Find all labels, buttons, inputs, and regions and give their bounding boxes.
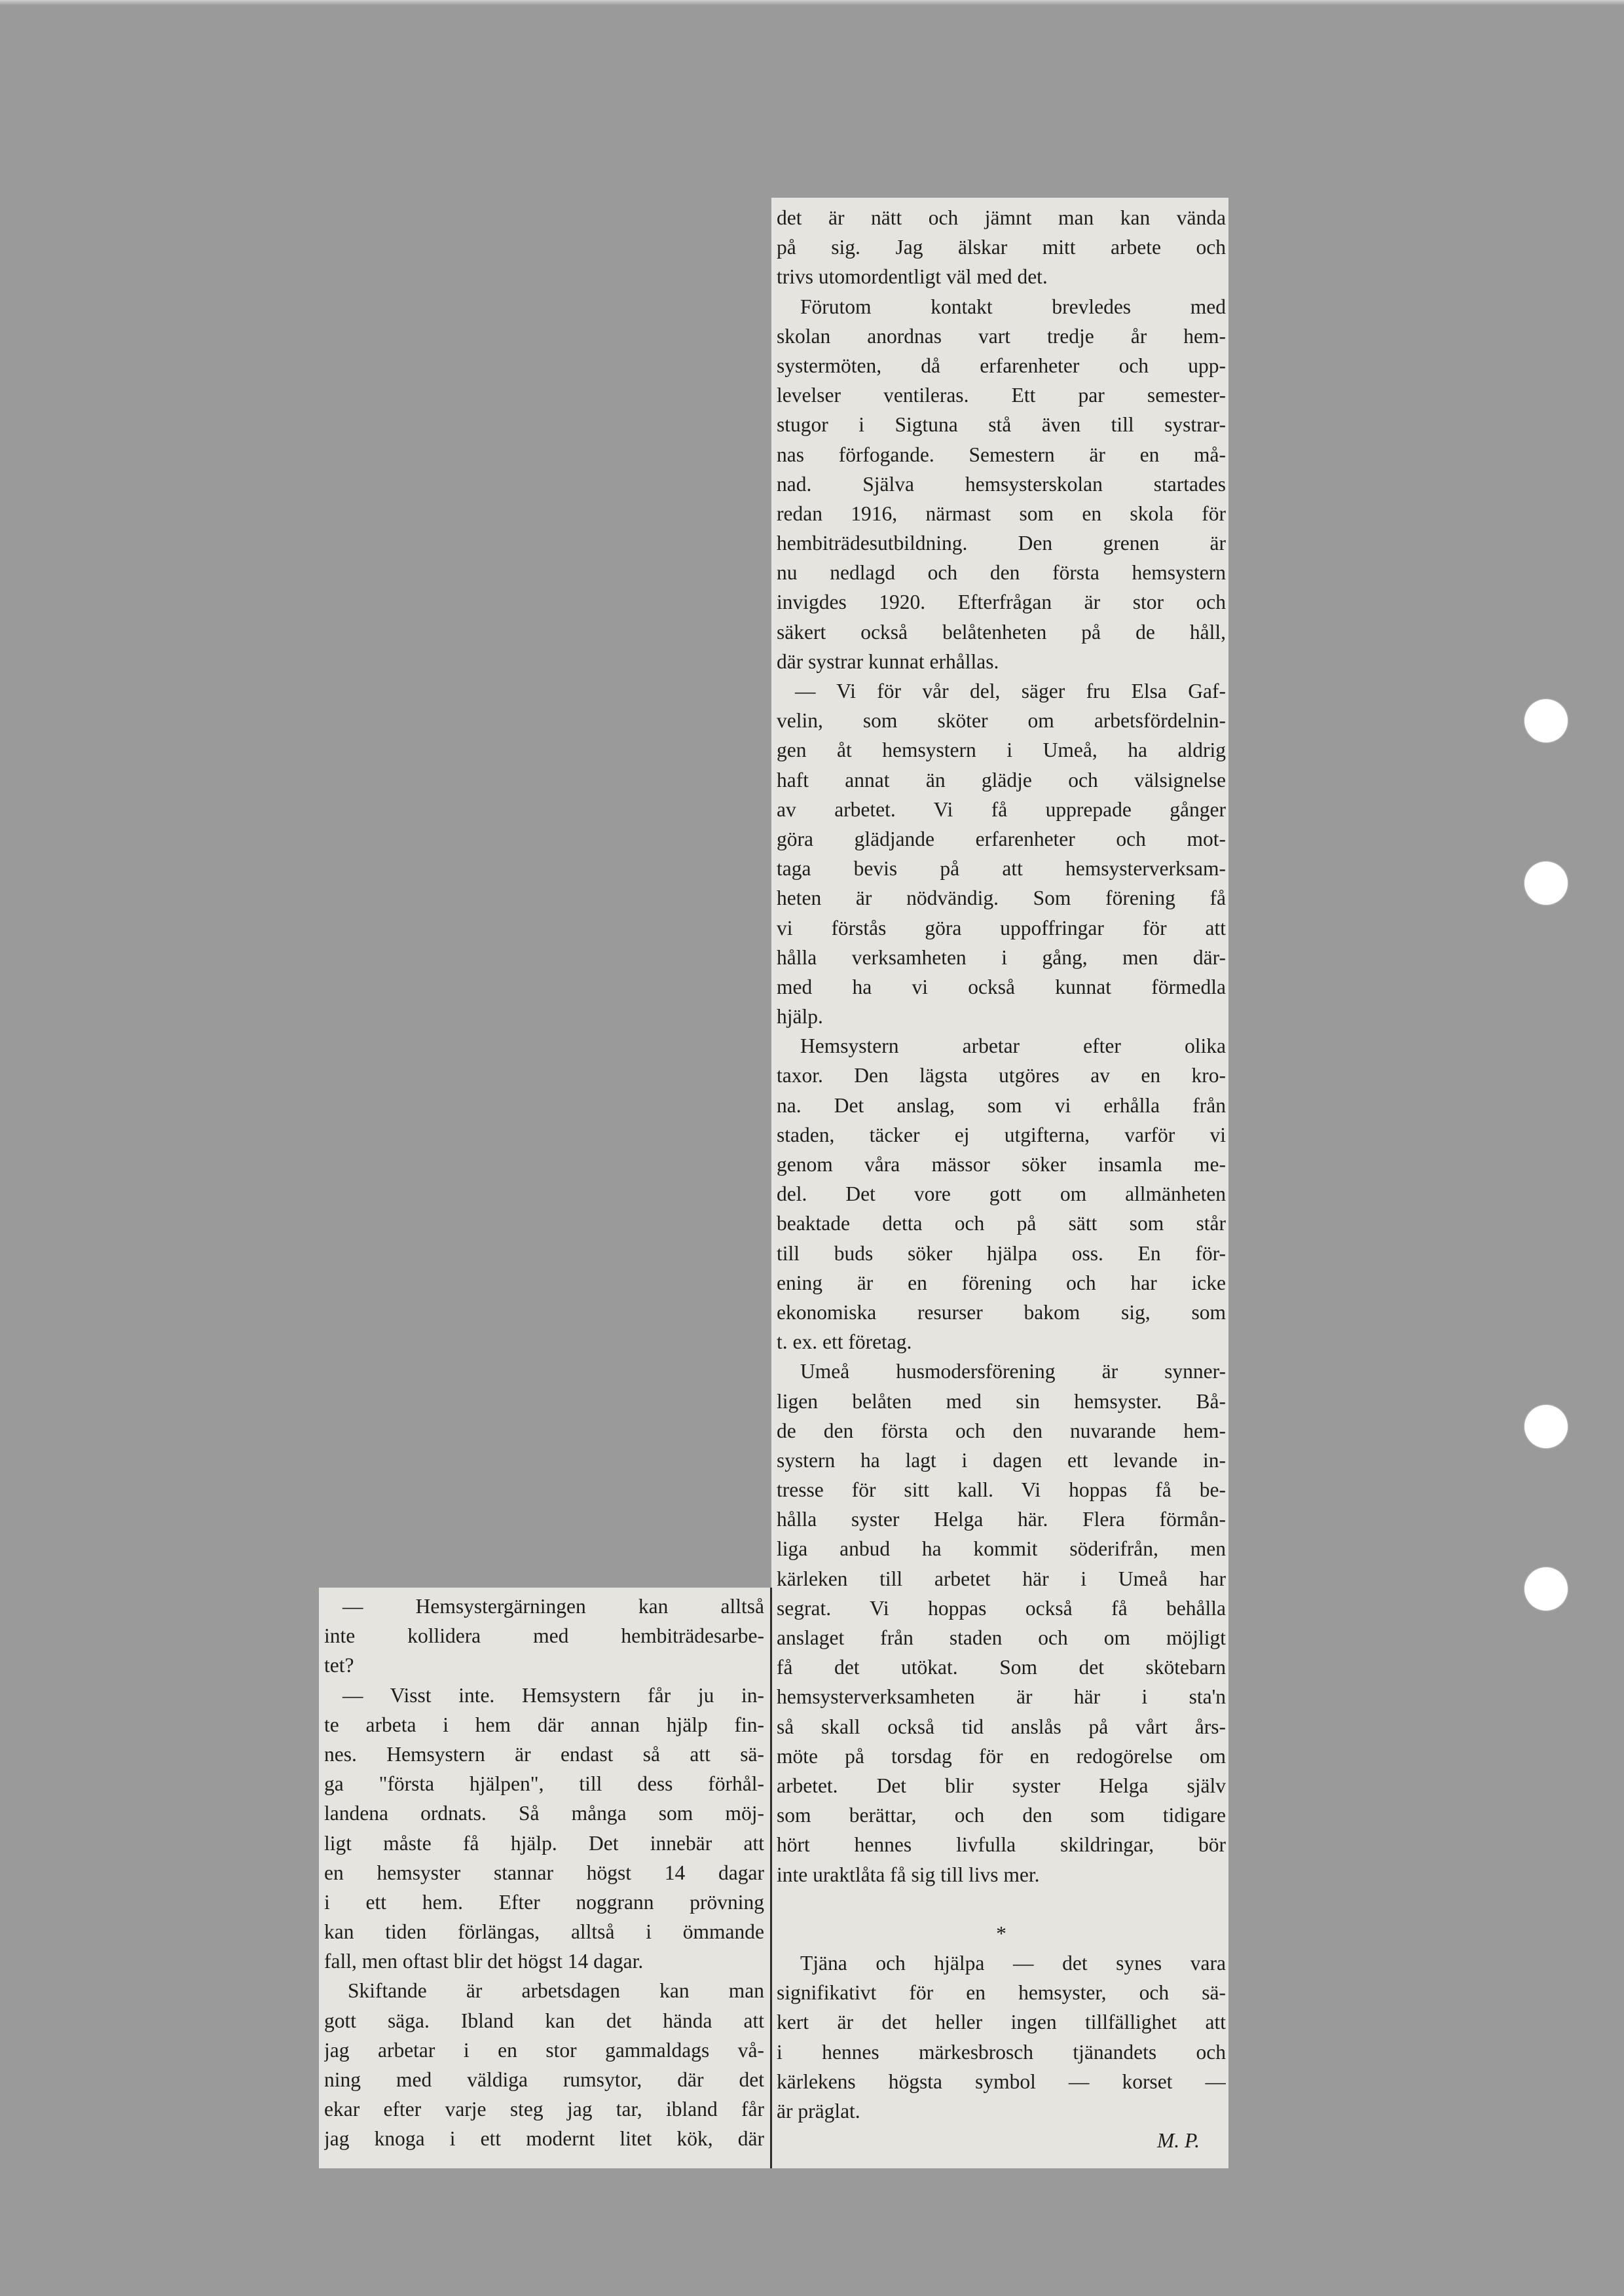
text-line: på sig. Jag älskar mitt arbete och <box>777 236 1226 259</box>
text-line: gott säga. Ibland kan det hända att <box>324 2009 764 2032</box>
text-line: segrat. Vi hoppas också få behålla <box>777 1596 1226 1620</box>
text-line: jag arbetar i en stor gammaldags vå- <box>324 2038 764 2062</box>
text-line: trivs utomordentligt väl med det. <box>777 265 1048 289</box>
text-line: hålla verksamheten i gång, men där- <box>777 945 1226 969</box>
text-line: hört hennes livfulla skildringar, bör <box>777 1833 1226 1857</box>
text-line: beaktade detta och på sätt som står <box>777 1212 1226 1235</box>
text-line: systern ha lagt i dagen ett levande in- <box>777 1448 1226 1472</box>
text-line: kan tiden förlängas, alltså i ömmande <box>324 1920 764 1944</box>
text-line: systermöten, då erfarenheter och upp- <box>777 354 1226 377</box>
text-line: kert är det heller ingen tillfällighet att <box>777 2011 1226 2034</box>
page-top-edge <box>0 0 1624 5</box>
text-line: — Vi för vår del, säger fru Elsa Gaf- <box>795 680 1226 702</box>
text-line: na. Det anslag, som vi erhålla från <box>777 1093 1226 1117</box>
text-line: kärleken till arbetet här i Umeå har <box>777 1567 1226 1590</box>
punch-hole <box>1524 1405 1568 1448</box>
blank-line <box>777 1889 1226 1919</box>
text-line: jag knoga i ett modernt litet kök, där <box>324 2127 764 2151</box>
text-line: en hemsyster stannar högst 14 dagar <box>324 1861 764 1884</box>
text-line: hålla syster Helga här. Flera förmån- <box>777 1508 1226 1531</box>
text-line: — Hemsystergärningen kan alltså <box>342 1595 764 1618</box>
text-line: göra glädjande erfarenheter och mot- <box>777 827 1226 850</box>
text-line: ga "första hjälpen", till dess förhål- <box>324 1772 764 1796</box>
newspaper-clipping-left-column <box>319 1588 771 2168</box>
text-line: få det utökat. Som det skötebarn <box>777 1656 1226 1679</box>
text-line: anslaget från staden och om möjligt <box>777 1626 1226 1649</box>
text-line: ligt måste få hjälp. Det innebär att <box>324 1831 764 1855</box>
text-line: vi förstås göra uppoffringar för att <box>777 916 1226 939</box>
text-line: levelser ventileras. Ett par semester- <box>777 384 1226 407</box>
text-line: kärlekens högsta symbol — korset — <box>777 2069 1226 2093</box>
text-line: är präglat. <box>777 2100 860 2123</box>
text-line: tet? <box>324 1654 354 1677</box>
text-line: genom våra mässor söker insamla me- <box>777 1153 1226 1176</box>
punch-hole <box>1524 1567 1568 1611</box>
text-line: nes. Hemsystern är endast så att sä- <box>324 1742 764 1766</box>
text-line: signifikativt för en hemsyster, och sä- <box>777 1981 1226 2005</box>
text-line: skolan anordnas vart tredje år hem- <box>777 324 1226 348</box>
text-line: Umeå husmodersförening är synner- <box>800 1360 1226 1383</box>
text-line: möte på torsdag för en redogörelse om <box>777 1744 1226 1768</box>
text-line: del. Det vore gott om allmänheten <box>777 1182 1226 1206</box>
text-line: inte kollidera med hembiträdesarbe- <box>324 1624 764 1648</box>
text-line: gen åt hemsystern i Umeå, ha aldrig <box>777 738 1226 762</box>
text-line: taxor. Den lägsta utgöres av en kro- <box>777 1064 1226 1087</box>
text-line: arbetet. Det blir syster Helga själv <box>777 1774 1226 1797</box>
text-line: tresse för sitt kall. Vi hoppas få be- <box>777 1478 1226 1502</box>
text-line: taga bevis på att hemsysterverksam- <box>777 857 1226 881</box>
text-line: nas förfogande. Semestern är en må- <box>777 443 1226 466</box>
text-line: nad. Själva hemsysterskolan startades <box>777 472 1226 496</box>
text-line: t. ex. ett företag. <box>777 1330 912 1354</box>
text-line: hjälp. <box>777 1005 823 1029</box>
column-divider-rule <box>770 1588 772 2168</box>
text-line: Skiftande är arbetsdagen kan man <box>348 1979 764 2003</box>
text-line: hemsysterverksamheten är här i sta'n <box>777 1685 1226 1709</box>
text-line: heten är nödvändig. Som förening få <box>777 886 1226 910</box>
text-line: hembiträdesutbildning. Den grenen är <box>777 532 1226 555</box>
text-line: fall, men oftast blir det högst 14 dagar. <box>324 1950 644 1973</box>
text-line: ning med väldiga rumsytor, där det <box>324 2068 764 2091</box>
text-line: ekar efter varje steg jag tar, ibland får <box>324 2098 764 2121</box>
text-line: Tjäna och hjälpa — det synes vara <box>800 1952 1226 1975</box>
text-line: inte uraktlåta få sig till livs mer. <box>777 1863 1040 1886</box>
text-line: velin, som sköter om arbetsfördelnin- <box>777 709 1226 733</box>
text-line: av arbetet. Vi få upprepade gånger <box>777 797 1226 821</box>
text-line: i ett hem. Efter noggrann prövning <box>324 1890 764 1914</box>
text-line: haft annat än glädje och välsignelse <box>777 768 1226 792</box>
author-signature: M. P. <box>1156 2129 1200 2153</box>
text-line: ekonomiska resurser bakom sig, som <box>777 1300 1226 1324</box>
text-line: te arbeta i hem där annan hjälp fin- <box>324 1713 764 1736</box>
text-line: redan 1916, närmast som en skola för <box>777 501 1226 525</box>
text-line: så skall också tid anslås på vårt års- <box>777 1715 1226 1738</box>
text-line: där systrar kunnat erhållas. <box>777 649 999 673</box>
text-line: — Visst inte. Hemsystern får ju in- <box>342 1683 764 1707</box>
text-line: med ha vi också kunnat förmedla <box>777 975 1226 998</box>
text-line: liga anbud ha kommit söderifrån, men <box>777 1537 1226 1561</box>
text-line: Förutom kontakt brevledes med <box>800 295 1226 318</box>
punch-hole <box>1524 862 1568 905</box>
text-line: ligen belåten med sin hemsyster. Bå- <box>777 1389 1226 1413</box>
text-line: invigdes 1920. Efterfrågan är stor och <box>777 591 1226 614</box>
text-line: som berättar, och den som tidigare <box>777 1804 1226 1827</box>
text-line: stugor i Sigtuna stå även till systrar- <box>777 413 1226 437</box>
text-line: det är nätt och jämnt man kan vända <box>777 206 1226 229</box>
text-line: i hennes märkesbrosch tjänandets och <box>777 2040 1226 2064</box>
text-line: Hemsystern arbetar efter olika <box>800 1034 1226 1058</box>
punch-hole <box>1524 699 1568 742</box>
text-line: nu nedlagd och den första hemsystern <box>777 561 1226 585</box>
section-asterisk: * <box>996 1922 1006 1945</box>
text-line: till buds söker hjälpa oss. En för- <box>777 1241 1226 1265</box>
text-line: landena ordnats. Så många som möj- <box>324 1802 764 1825</box>
text-line: säkert också belåtenheten på de håll, <box>777 620 1226 644</box>
text-line: ening är en förening och har icke <box>777 1271 1226 1294</box>
text-line: staden, täcker ej utgifterna, varför vi <box>777 1123 1226 1146</box>
text-line: de den första och den nuvarande hem- <box>777 1419 1226 1442</box>
newspaper-clipping-right-column <box>771 198 1228 2168</box>
